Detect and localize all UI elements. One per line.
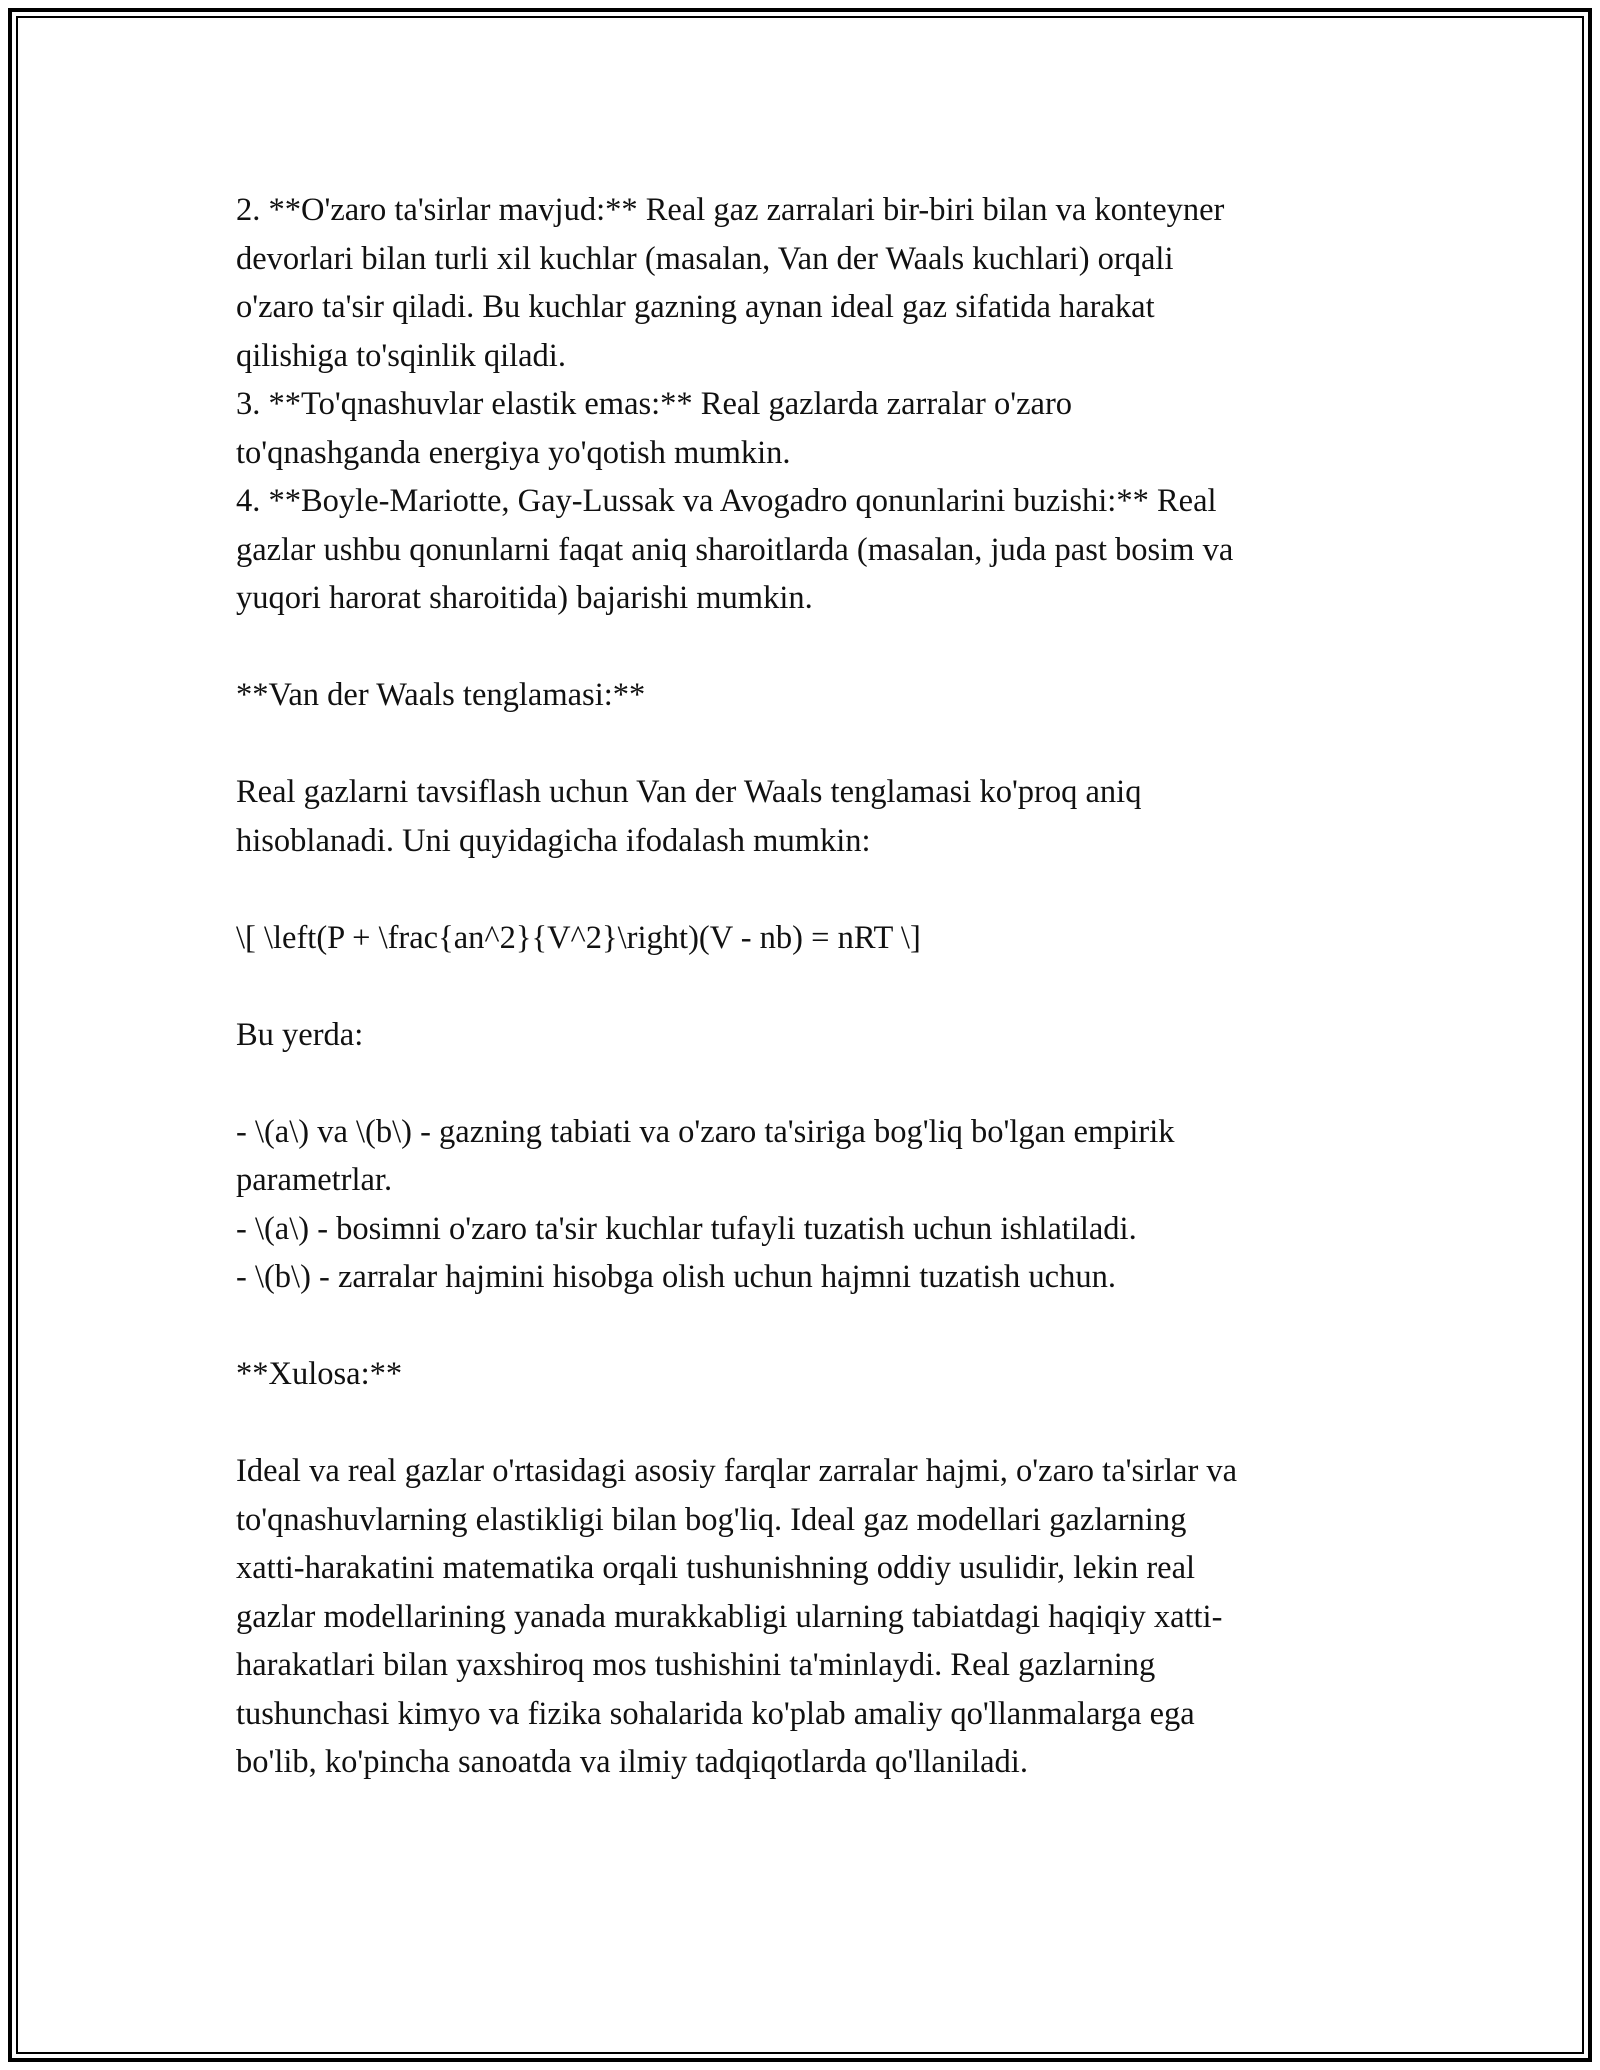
paragraph-van-der-waals-intro: Real gazlarni tavsiflash uchun Van der Waals tenglamasi ko'proq aniq hisoblanadi. Uni quyidagicha ifodalash mumkin: (236, 774, 1142, 859)
list-parameters: - \(a\) va \(b\) - gazning tabiati va o'zaro ta'siriga bog'liq bo'lgan empirik parametrlar. - \(a\) - bosimni o'zaro ta'sir kuchlar tufayli tuzatish uchun ishlatiladi. - \(b\) - zarralar hajmini hisobga olish uchun hajmni tuzatish uchun. (236, 1113, 1175, 1295)
equation-van-der-waals: \[ \left(P + \frac{an^2}{V^2}\right)(V - nb) = nRT \] (236, 919, 921, 956)
paragraph-gap (236, 623, 1386, 672)
paragraph-gap (236, 720, 1386, 769)
paragraph-bu-yerda: Bu yerda: (236, 1016, 364, 1053)
paragraph-gap (236, 1059, 1386, 1108)
paragraph-conclusion: Ideal va real gazlar o'rtasidagi asosiy farqlar zarralar hajmi, o'zaro ta'sirlar va to'qnashuvlarning elastikligi bilan bog'liq. Ideal gaz modellari gazlarning xatti-harakatini matematika orqali tushunishning oddiy usulidir, lekin real gazlar modellarining yanada murakkabligi ularning tabiatdagi haqiqiy xatti- harakatlari bilan yaxshiroq mos tushishini ta'minlaydi. Real gazlarning tushunchasi kimyo va fizika sohalarida ko'plab amaliy qo'llanmalarga ega bo'lib, ko'pincha sanoatda va ilmiy tadqiqotlarda qo'llaniladi. (236, 1453, 1238, 1780)
paragraph-gap (236, 1302, 1386, 1351)
paragraph-gap (236, 962, 1386, 1011)
document-body (236, 186, 1386, 1787)
paragraph-real-gas-properties: 2. **O'zaro ta'sirlar mavjud:** Real gaz zarralari bir-biri bilan va konteyner devorlari bilan turli xil kuchlar (masalan, Van der Waals kuchlari) orqali o'zaro ta'sir qiladi. Bu kuchlar gazning aynan ideal gaz sifatida harakat qilishiga to'sqinlik qiladi. 3. **To'qnashuvlar elastik emas:** Real gazlarda zarralar o'zaro to'qnashganda energiya yo'qotish mumkin. 4. **Boyle-Mariotte, Gay-Lussak va Avogadro qonunlarini buzishi:** Real gazlar ushbu qonunlarni faqat aniq sharoitlarda (masalan, juda past bosim va yuqori harorat sharoitida) bajarishi mumkin. (236, 192, 1234, 616)
paragraph-gap (236, 1399, 1386, 1448)
section-heading-xulosa: **Xulosa:** (236, 1356, 403, 1392)
paragraph-gap (236, 865, 1386, 914)
section-heading-van-der-waals: **Van der Waals tenglamasi:** (236, 677, 646, 713)
